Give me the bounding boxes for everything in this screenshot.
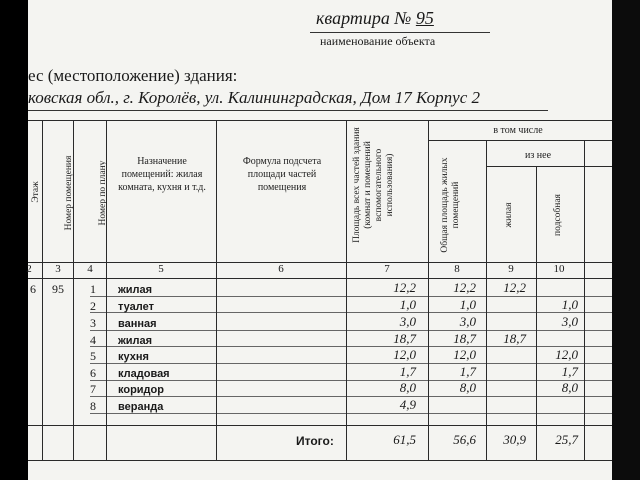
header-formula: Формула подсчета площади частей помещения	[242, 156, 322, 193]
header-room-number: Номер помещения	[64, 155, 74, 231]
totals-common-area: 56,6	[453, 432, 476, 447]
plan-number: 1	[90, 282, 96, 296]
total-area-value: 4,9	[399, 397, 416, 412]
header-auxiliary: подсобная	[553, 194, 563, 236]
col-number: 4	[87, 263, 93, 275]
plan-number: 4	[90, 333, 96, 347]
common-area-value: 12,0	[453, 347, 476, 362]
living-area-value: 12,2	[503, 280, 526, 295]
totals-living-area: 30,9	[503, 432, 526, 447]
totals-aux-area: 25,7	[555, 432, 578, 447]
aux-area-value: 8,0	[561, 380, 578, 395]
object-number: 95	[415, 8, 434, 28]
header-including: в том числе	[493, 125, 543, 136]
aux-area-value: 3,0	[561, 314, 578, 329]
number-sign: №	[394, 8, 412, 28]
col-number: 9	[508, 263, 514, 275]
address-label: ес (местоположение) здания:	[28, 66, 238, 85]
header-purpose: Назначение помещений: жилая комната, кухня и т.д.	[118, 156, 206, 193]
common-area-value: 1,0	[459, 297, 476, 312]
plan-number: 5	[90, 349, 96, 363]
plan-number: 8	[90, 399, 96, 413]
col-number: 8	[454, 263, 460, 275]
total-area-value: 3,0	[399, 314, 416, 329]
col-number: 3	[55, 263, 61, 275]
total-area-value: 12,2	[393, 280, 416, 295]
col-number: 6	[278, 263, 284, 275]
object-title-rule	[310, 32, 490, 33]
total-area-value: 1,0	[399, 297, 416, 312]
room-purpose: кухня	[118, 351, 149, 363]
col-number: 2	[26, 263, 32, 275]
room-purpose: коридор	[118, 384, 164, 396]
scan-edge	[612, 0, 640, 480]
common-area-value: 18,7	[453, 331, 476, 346]
address-value: ковская обл., г. Королёв, ул. Калининградская, Дом 17 Корпус 2	[28, 88, 480, 107]
room-number-value: 95	[52, 282, 64, 296]
room-purpose: веранда	[118, 401, 164, 413]
object-title	[316, 8, 434, 29]
object-caption: наименование объекта	[320, 34, 436, 48]
total-area-value: 12,0	[393, 347, 416, 362]
aux-area-value: 1,7	[561, 364, 578, 379]
total-area-value: 1,7	[399, 364, 416, 379]
col-number: 10	[553, 263, 565, 275]
header-floor: Этаж	[31, 181, 41, 203]
plan-number: 3	[90, 316, 96, 330]
room-purpose: жилая	[118, 284, 153, 296]
room-purpose: ванная	[118, 318, 157, 330]
header-plan-number: Номер по плану	[98, 160, 108, 226]
common-area-value: 8,0	[459, 380, 476, 395]
aux-area-value: 12,0	[555, 347, 578, 362]
living-area-value: 18,7	[503, 331, 526, 346]
plan-number: 2	[90, 299, 96, 313]
col-number: 5	[158, 263, 164, 275]
header-living: жилая	[504, 202, 514, 228]
header-total-area: Площадь всех частей здания (комнат и помещений вспомогательного использования)	[352, 127, 395, 243]
header-of-which: из нее	[524, 150, 552, 161]
total-area-value: 8,0	[399, 380, 416, 395]
totals-label: Итого:	[296, 434, 334, 448]
document-sheet	[28, 0, 612, 480]
aux-area-value: 1,0	[561, 297, 578, 312]
room-purpose: жилая	[118, 335, 153, 347]
floor-value: 6	[30, 282, 36, 296]
room-purpose: кладовая	[118, 368, 170, 380]
common-area-value: 12,2	[453, 280, 476, 295]
room-purpose: туалет	[118, 301, 154, 313]
totals-total-area: 61,5	[393, 432, 416, 447]
plan-number: 6	[90, 366, 96, 380]
total-area-value: 18,7	[393, 331, 416, 346]
plan-number: 7	[90, 382, 96, 396]
address-rule	[28, 110, 548, 111]
common-area-value: 3,0	[459, 314, 476, 329]
header-common-area: Общая площадь жилых помещений	[440, 157, 461, 253]
common-area-value: 1,7	[459, 364, 476, 379]
col-number: 7	[384, 263, 390, 275]
object-type: квартира	[316, 8, 390, 28]
